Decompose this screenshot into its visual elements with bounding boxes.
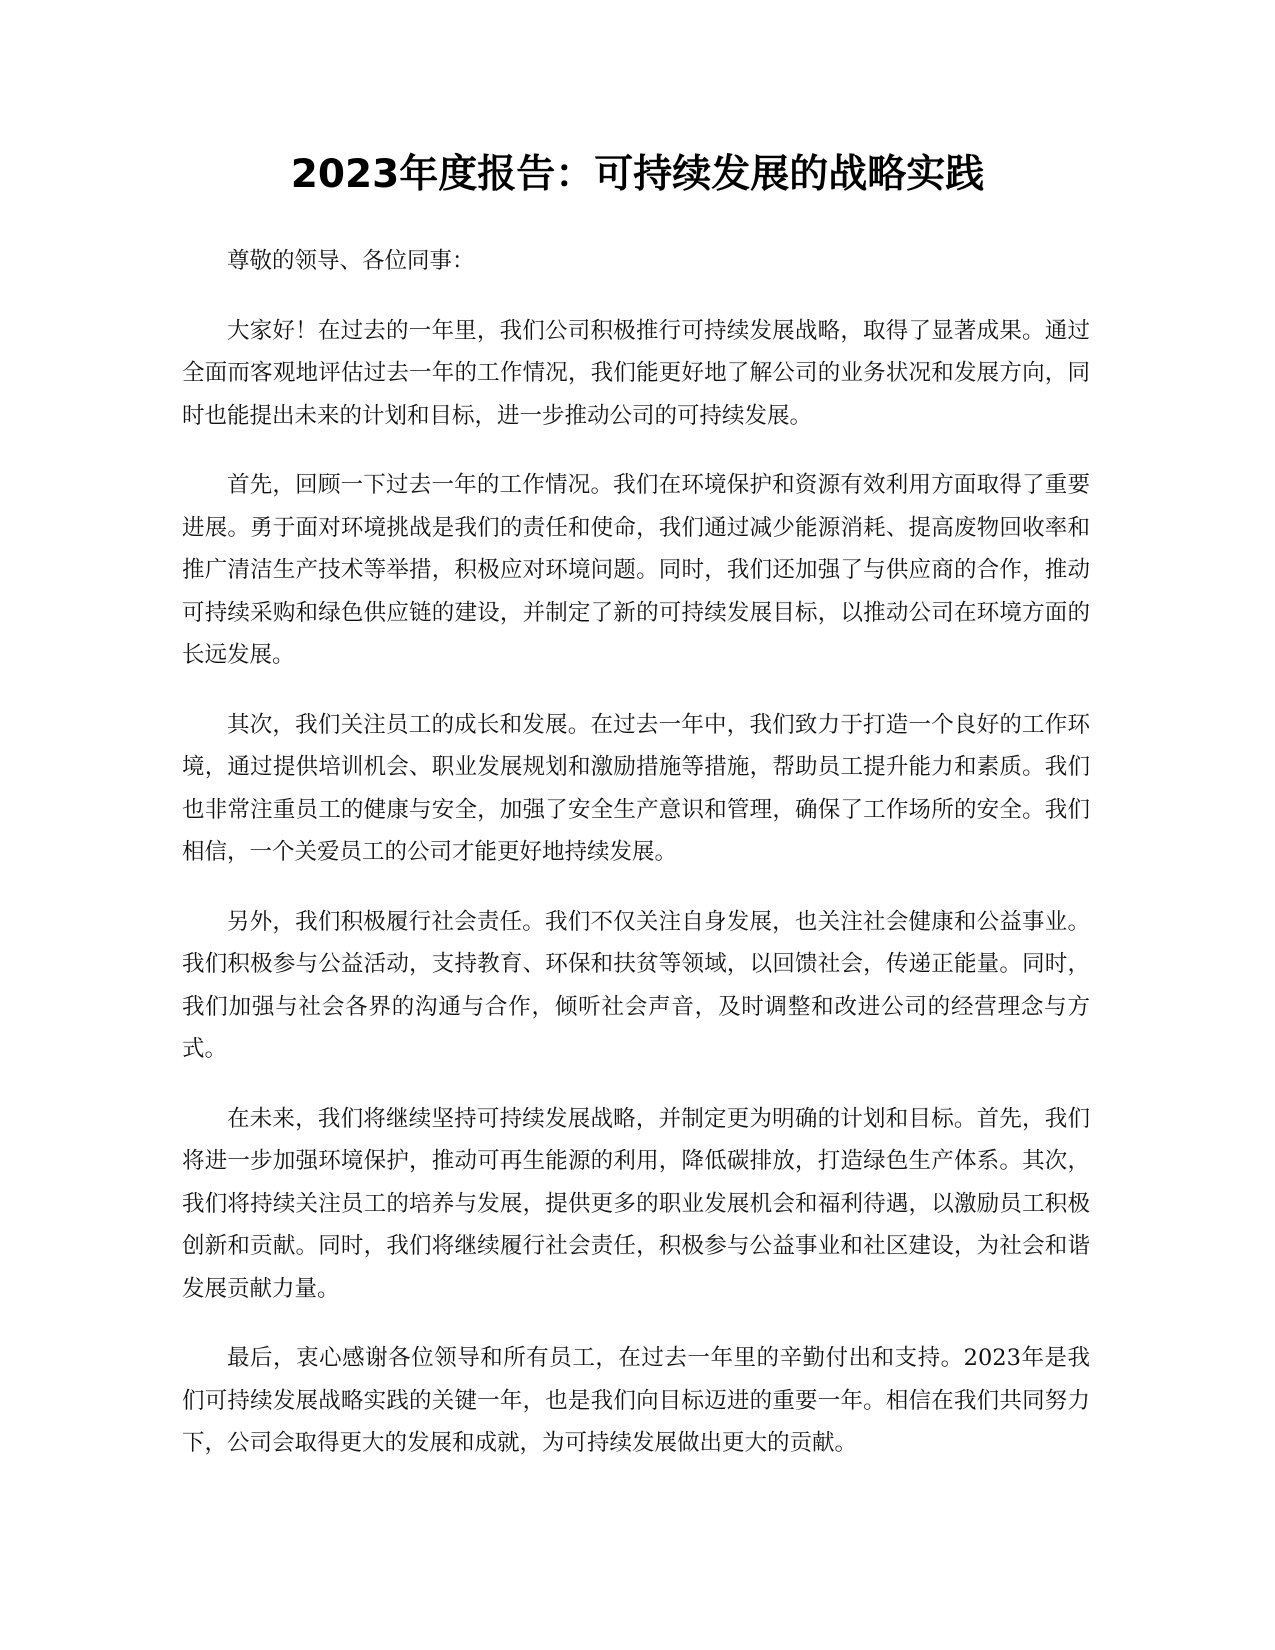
- body-paragraph-3: 其次，我们关注员工的成长和发展。在过去一年中，我们致力于打造一个良好的工作环境，通过提供培训机会、职业发展规划和激励措施等措施，帮助员工提升能力和素质。我们也非常注重员工的健康与安全，加强了安全生产意识和管理，确保了工作场所的安全。我们相信，一个关爱员工的公司才能更好地持续发展。: [182, 711, 1090, 865]
- body-paragraph-4: 另外，我们积极履行社会责任。我们不仅关注自身发展，也关注社会健康和公益事业。我们积极参与公益活动，支持教育、环保和扶贫等领域，以回馈社会，传递正能量。同时，我们加强与社会各界的沟通与合作，倾听社会声音，及时调整和改进公司的经营理念与方式。: [182, 908, 1090, 1062]
- body-paragraph-5: 在未来，我们将继续坚持可持续发展战略，并制定更为明确的计划和目标。首先，我们将进一步加强环境保护，推动可再生能源的利用，降低碳排放，打造绿色生产体系。其次，我们将持续关注员工的培养与发展，提供更多的职业发展机会和福利待遇，以激励员工积极创新和贡献。同时，我们将继续履行社会责任，积极参与公益事业和社区建设，为社会和谐发展贡献力量。: [182, 1105, 1090, 1302]
- document-title: 2023年度报告：可持续发展的战略实践: [290, 152, 985, 197]
- body-paragraph-1: 大家好！在过去的一年里，我们公司积极推行可持续发展战略，取得了显著成果。通过全面而客观地评估过去一年的工作情况，我们能更好地了解公司的业务状况和发展方向，同时也能提出未来的计划和目标，进一步推动公司的可持续发展。: [182, 317, 1090, 429]
- body-paragraph-6: 最后，衷心感谢各位领导和所有员工，在过去一年里的辛勤付出和支持。2023年是我们可持续发展战略实践的关键一年，也是我们向目标迈进的重要一年。相信在我们共同努力下，公司会取得更大的发展和成就，为可持续发展做出更大的贡献。: [182, 1345, 1090, 1456]
- body-paragraph-2: 首先，回顾一下过去一年的工作情况。我们在环境保护和资源有效利用方面取得了重要进展。勇于面对环境挑战是我们的责任和使命，我们通过减少能源消耗、提高废物回收率和推广清洁生产技术等举措，积极应对环境问题。同时，我们还加强了与供应商的合作，推动可持续采购和绿色供应链的建设，并制定了新的可持续发展目标，以推动公司在环境方面的长远发展。: [182, 472, 1090, 668]
- document-body: [182, 240, 1090, 1492]
- greeting-paragraph: 尊敬的领导、各位同事：: [227, 248, 475, 274]
